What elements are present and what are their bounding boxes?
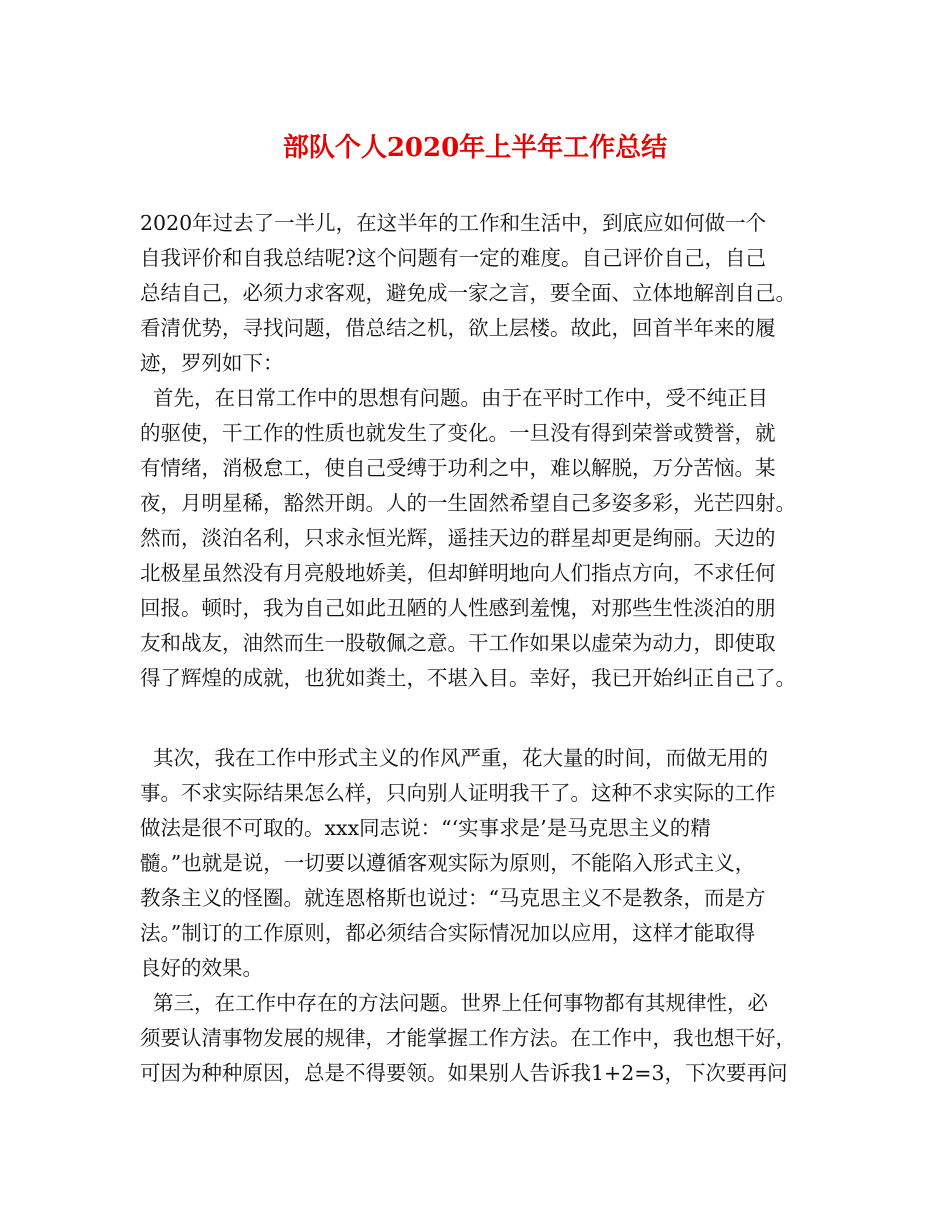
- body-line: 迹，罗列如下：: [140, 351, 284, 375]
- body-line: 法。”制订的工作原则，都必须结合实际情况加以应用，这样才能取得: [140, 921, 756, 945]
- body-line: 事。不求实际结果怎么样，只向别人证明我干了。这种不求实际的工作: [140, 781, 776, 805]
- body-line: 须要认清事物发展的规律，才能掌握工作方法。在工作中，我也想干好，: [140, 1026, 796, 1050]
- body-line: 良好的效果。: [140, 956, 263, 980]
- body-line: 其次，我在工作中形式主义的作风严重，花大量的时间，而做无用的: [140, 746, 769, 770]
- body-line: 回报。顿时，我为自己如此丑陋的人性感到羞愧，对那些生性淡泊的朋: [140, 596, 776, 620]
- body-line: 看清优势，寻找问题，借总结之机，欲上层楼。故此，回首半年来的履: [140, 316, 776, 340]
- body-line: 有情绪，消极怠工，使自己受缚于功利之中，难以解脱，万分苦恼。某: [140, 456, 776, 480]
- body-line: 友和战友，油然而生一股敬佩之意。干工作如果以虚荣为动力，即使取: [140, 631, 776, 655]
- body-line: 夜，月明星稀，豁然开朗。人的一生固然希望自己多姿多彩，光芒四射。: [140, 491, 796, 515]
- body-line: 得了辉煌的成就，也犹如粪土，不堪入目。幸好，我已开始纠正自己了。: [140, 666, 796, 690]
- body-line: 教条主义的怪圈。就连恩格斯也说过：“马克思主义不是教条，而是方: [140, 886, 766, 910]
- body-line: 北极星虽然没有月亮般地娇美，但却鲜明地向人们指点方向，不求任何: [140, 561, 776, 585]
- body-line: 2020年过去了一半儿，在这半年的工作和生活中，到底应如何做一个: [140, 211, 767, 235]
- body-line: 首先，在日常工作中的思想有问题。由于在平时工作中，受不纯正目: [140, 386, 769, 410]
- body-line: 的驱使，干工作的性质也就发生了变化。一旦没有得到荣誉或赞誉，就: [140, 421, 776, 445]
- body-line: 可因为种种原因，总是不得要领。如果别人告诉我1+2=3，下次要再问: [140, 1061, 788, 1085]
- body-line: 髓。”也就是说，一切要以遵循客观实际为原则，不能陷入形式主义，: [140, 851, 756, 875]
- body-line: 第三，在工作中存在的方法问题。世界上任何事物都有其规律性，必: [140, 991, 769, 1015]
- document-title: 部队个人2020年上半年工作总结: [282, 133, 668, 163]
- body-line: 然而，淡泊名利，只求永恒光辉，遥挂天边的群星却更是绚丽。天边的: [140, 526, 776, 550]
- body-line: 自我评价和自我总结呢?这个问题有一定的难度。自己评价自己，自己: [140, 246, 766, 270]
- body-line: 做法是很不可取的。xxx同志说：“‘实事求是’是马克思主义的精: [140, 816, 711, 840]
- body-line: 总结自己，必须力求客观，避免成一家之言，要全面、立体地解剖自己。: [140, 281, 796, 305]
